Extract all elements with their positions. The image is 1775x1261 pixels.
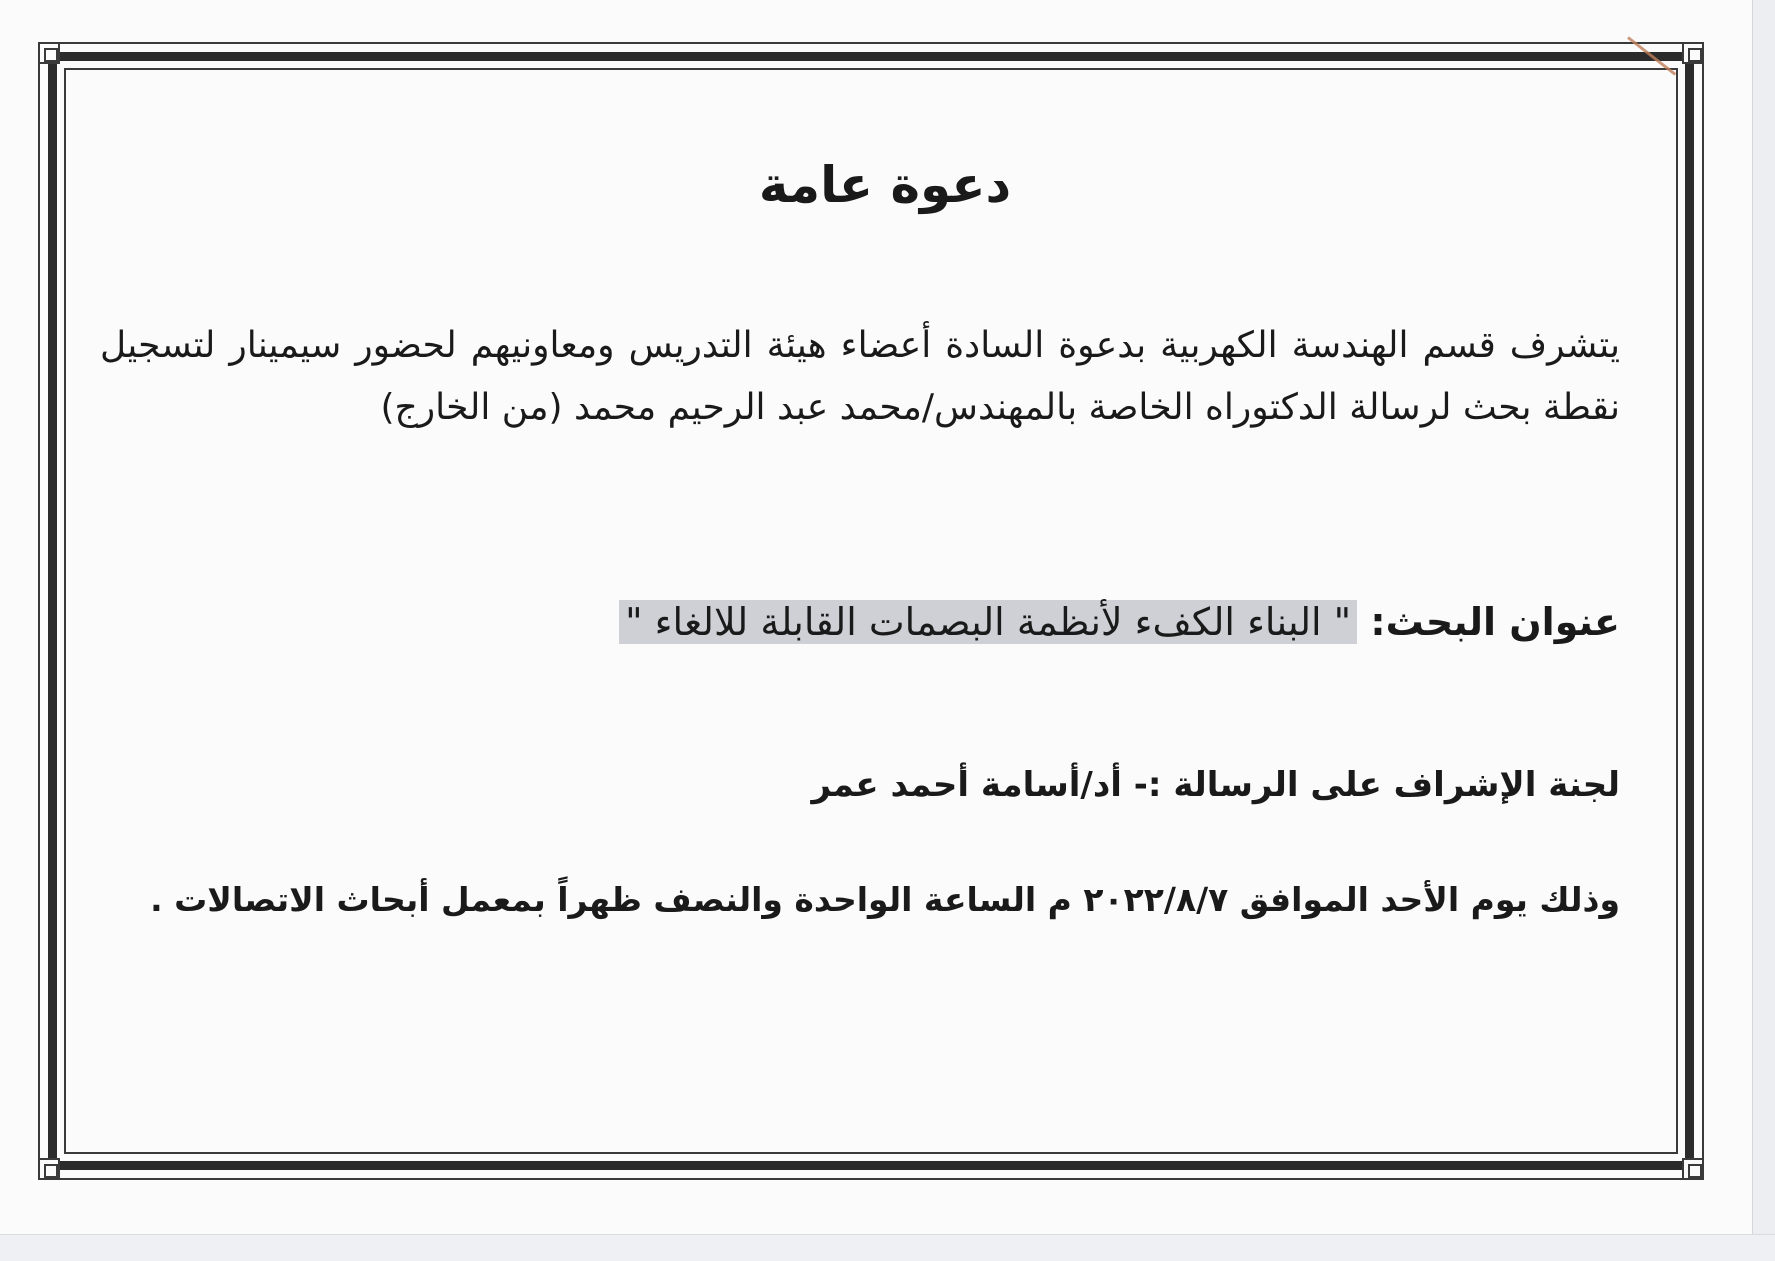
committee-member: أد/أسامة أحمد عمر xyxy=(811,765,1122,805)
date-location-line: وذلك يوم الأحد الموافق ٢٠٢٢/٨/٧ م الساعة الواحدة والنصف ظهراً بمعمل أبحاث الاتصالات . xyxy=(150,880,1620,919)
frame-corner-ornament xyxy=(38,1158,60,1180)
frame-corner-ornament xyxy=(1682,1158,1704,1180)
research-title-label: عنوان البحث: xyxy=(1370,600,1620,644)
scan-edge-right xyxy=(1752,0,1775,1261)
frame-corner-ornament xyxy=(38,42,60,64)
page-title: دعوة عامة xyxy=(758,156,1012,214)
invitation-content xyxy=(100,120,1620,1120)
frame-corner-ornament xyxy=(1682,42,1704,64)
scan-edge-bottom xyxy=(0,1234,1775,1261)
committee-label: لجنة الإشراف على الرسالة :- xyxy=(1133,765,1620,805)
committee-line xyxy=(811,755,1620,815)
research-title: " البناء الكفء لأنظمة البصمات القابلة للالغاء " xyxy=(619,600,1357,644)
research-title-line xyxy=(619,590,1620,654)
invitation-paragraph: يتشرف قسم الهندسة الكهربية بدعوة السادة أعضاء هيئة التدريس ومعاونيهم لحضور سيمينار لتسجيل نقطة بحث لرسالة الدكتوراه الخاصة بالمهندس/محمد عبد الرحيم محمد (من الخارج) xyxy=(100,325,1620,428)
